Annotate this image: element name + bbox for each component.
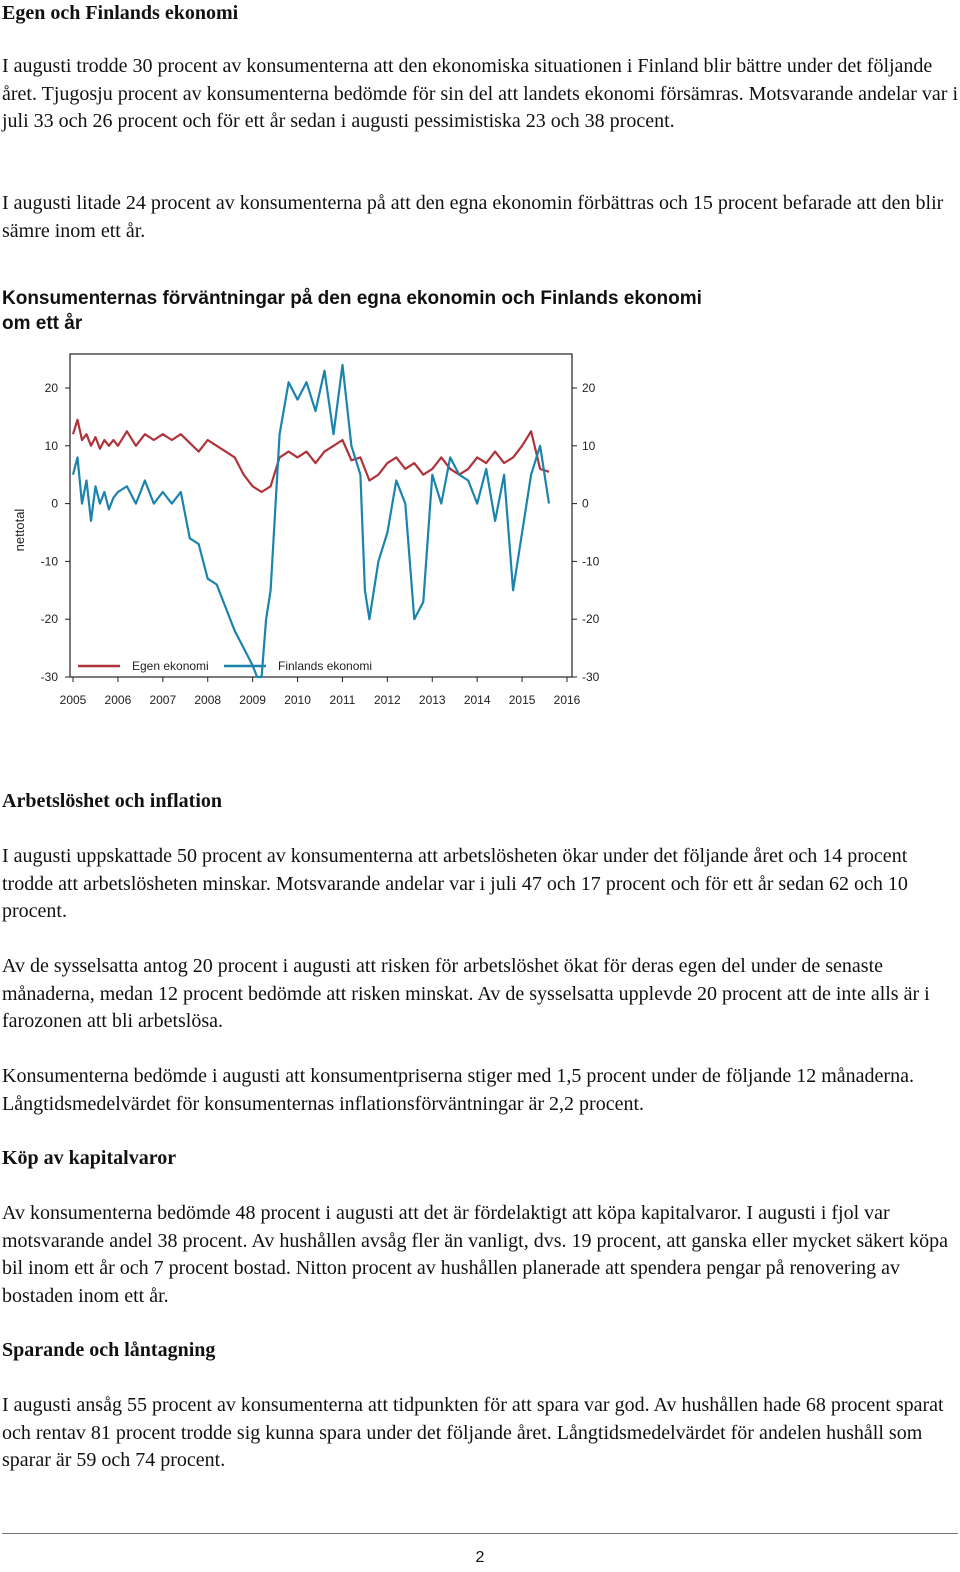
section-heading-egen: Egen och Finlands ekonomi (2, 2, 239, 24)
y-tick-label-right: -20 (582, 612, 600, 627)
y-tick-label-left: 10 (44, 438, 58, 453)
y-tick-label-left: -30 (40, 670, 58, 684)
chart-title: Konsumenternas förväntningar på den egna ekonomin och Finlands ekonomi om ett år (2, 288, 702, 334)
x-tick-label: 2010 (284, 693, 311, 707)
legend-label-finland: Finlands ekonomi (278, 659, 373, 673)
paragraph-arbete-2: Av de sysselsatta antog 20 procent i augusti att risken för arbetslöshet ökat för deras egen del under de senaste månaderna, medan 12 procent bedömde att risken minskat. Av de sysselsatta upplevde 20 procent att de inte alls är i farozonen att bli arbetslösa. (2, 955, 930, 1032)
page-number: 2 (475, 1549, 485, 1566)
x-tick-label: 2016 (553, 693, 581, 707)
x-tick-label: 2012 (374, 693, 401, 707)
paragraph-spar-1: I augusti ansåg 55 procent av konsumenterna att tidpunkten för att spara var god. Av hushållen hade 68 procent sparat och rentav 81 procent trodde sig kunna spara under det följande året. Långtidsmedelvärdet för andelen hushåll som sparar är 59 och 74 procent. (2, 1394, 944, 1471)
y-tick-label-right: 0 (582, 496, 589, 511)
y-tick-label-left: 0 (51, 496, 58, 511)
legend-label-egen: Egen ekonomi (132, 659, 209, 673)
y-tick-label-right: -30 (582, 670, 600, 684)
paragraph-kop-1: Av konsumenterna bedömde 48 procent i augusti att det är fördelaktigt att köpa kapitalvaror. I augusti i fjol var motsvarande andel 38 procent. Av hushållen avsåg fler än vanligt, dvs. 19 procent, att ganska eller mycket säkert köpa bil inom ett år och 7 procent bostad. Nitton procent av hushållen planerade att spendera pengar på renovering av bostaden inom ett år. (2, 1202, 948, 1307)
x-tick-label: 2006 (104, 693, 132, 707)
paragraph-egen-1: I augusti trodde 30 procent av konsumenterna att den ekonomiska situationen i Finland blir bättre under det följande året. Tjugosju procent av konsumenterna bedömde för sin del att landets ekonomi försämras. Motsvarande andelar var i juli 33 och 26 procent och för ett år sedan i augusti pessimistiska 23 och 38 procent. (2, 55, 959, 132)
y-axis-label: nettotal (12, 508, 27, 552)
x-tick-label: 2005 (59, 693, 87, 707)
y-tick-label-right: 10 (582, 438, 596, 453)
x-tick-label: 2009 (239, 693, 266, 707)
expectations-line-chart (0, 348, 610, 718)
x-tick-label: 2014 (463, 693, 491, 707)
x-tick-label: 2011 (329, 693, 356, 707)
section-heading-kop: Köp av kapitalvaror (2, 1147, 177, 1169)
y-tick-label-left: -20 (40, 612, 58, 627)
paragraph-arbete-1: I augusti uppskattade 50 procent av konsumenterna att arbetslösheten ökar under det följande året och 14 procent trodde att arbetslösheten minskar. Motsvarande andelar var i juli 47 och 17 procent och för ett år sedan 62 och 10 procent. (2, 845, 908, 922)
footer-rule (2, 1533, 958, 1534)
y-tick-label-right: -10 (582, 554, 600, 569)
x-tick-label: 2015 (508, 693, 536, 707)
y-tick-label-left: 20 (44, 381, 58, 395)
paragraph-egen-2: I augusti litade 24 procent av konsumenterna på att den egna ekonomin förbättras och 15 procent befarade att den blir sämre inom ett år. (2, 192, 944, 242)
section-heading-arbete: Arbetslöshet och inflation (2, 790, 222, 812)
paragraph-arbete-3: Konsumenterna bedömde i augusti att konsumentpriserna stiger med 1,5 procent under de följande 12 månaderna. Långtidsmedelvärdet för konsumenternas inflationsförväntningar är 2,2 procent. (2, 1065, 914, 1115)
y-tick-label-right: 20 (582, 381, 596, 395)
x-tick-label: 2013 (418, 693, 446, 707)
x-tick-label: 2007 (149, 693, 177, 707)
section-heading-spar: Sparande och låntagning (2, 1339, 216, 1361)
y-tick-label-left: -10 (40, 554, 58, 569)
x-tick-label: 2008 (194, 693, 222, 707)
